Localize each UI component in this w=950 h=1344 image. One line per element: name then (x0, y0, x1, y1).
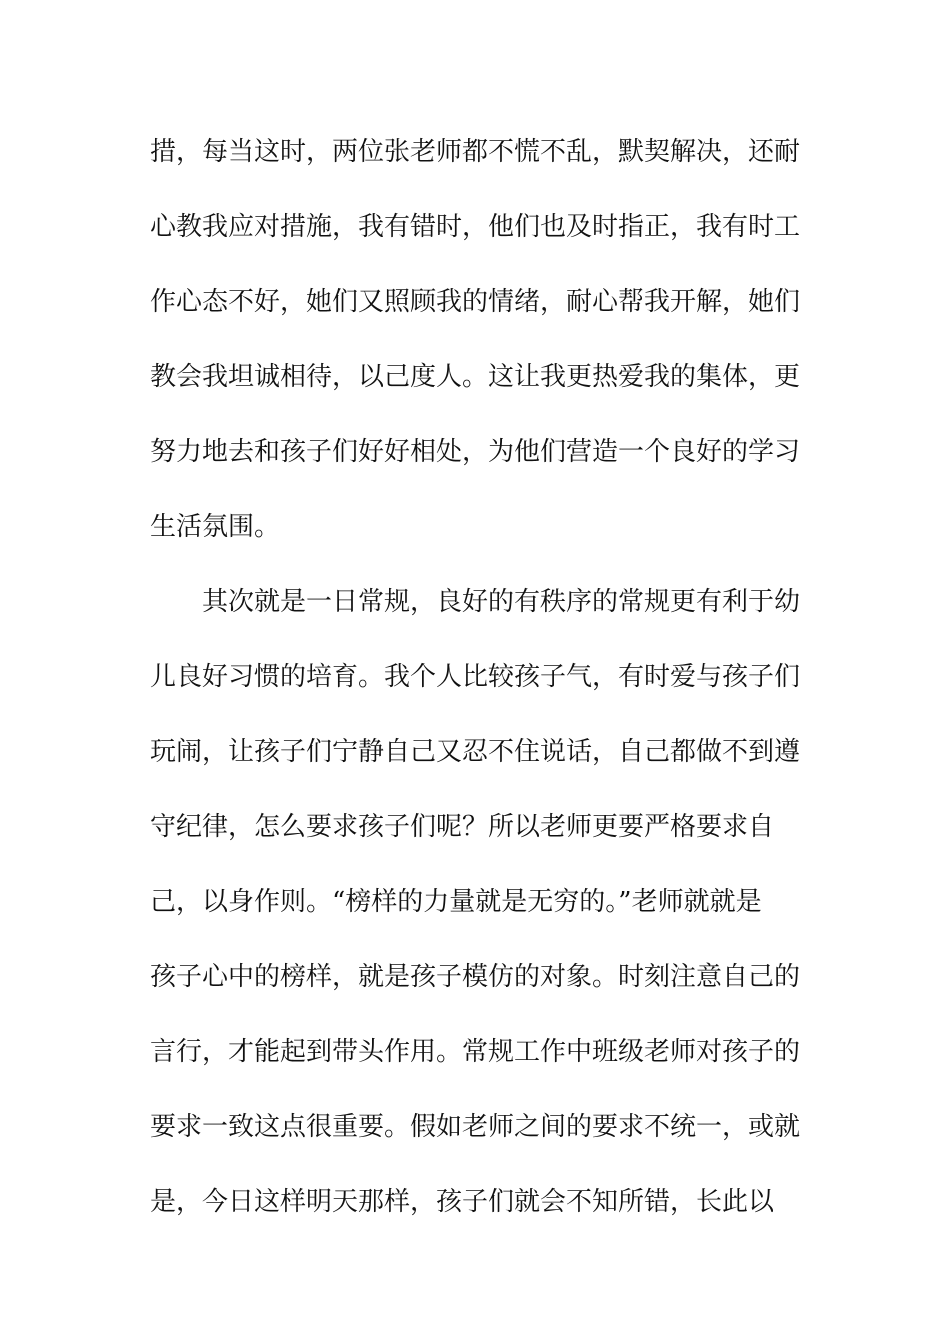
text-line: 作心态不好，她们又照顾我的情绪，耐心帮我开解，她们 (150, 287, 800, 317)
text-line: 生活氛围。 (150, 512, 281, 542)
text-line: 孩子心中的榜样，就是孩子模仿的对象。时刻注意自己的 (150, 962, 800, 992)
paragraph-2 (150, 578, 800, 1253)
text-line: 玩闹，让孩子们宁静自己又忍不住说话，自己都做不到遵 (150, 737, 800, 767)
text-line: 言行，才能起到带头作用。常规工作中班级老师对孩子的 (150, 1037, 800, 1067)
paragraph-1 (150, 128, 800, 578)
text-line: 教会我坦诚相待，以己度人。这让我更热爱我的集体，更 (150, 362, 800, 392)
text-line: 儿良好习惯的培育。我个人比较孩子气，有时爱与孩子们 (150, 662, 800, 692)
text-line: 要求一致这点很重要。假如老师之间的要求不统一，或就 (150, 1112, 800, 1142)
text-line: 心教我应对措施，我有错时，他们也及时指正，我有时工 (150, 212, 800, 242)
text-line: 努力地去和孩子们好好相处，为他们营造一个良好的学习 (150, 437, 800, 467)
text-line: 己，以身作则。“榜样的力量就是无穷的。”老师就就是 (150, 887, 762, 917)
text-line: 措，每当这时，两位张老师都不慌不乱，默契解决，还耐 (150, 137, 800, 167)
document-body (150, 128, 800, 1253)
text-line: 守纪律，怎么要求孩子们呢？所以老师更要严格要求自 (150, 812, 775, 842)
text-line: 是，今日这样明天那样，孩子们就会不知所错，长此以 (150, 1187, 775, 1217)
text-line: 其次就是一日常规，良好的有秩序的常规更有利于幼 (202, 587, 800, 617)
